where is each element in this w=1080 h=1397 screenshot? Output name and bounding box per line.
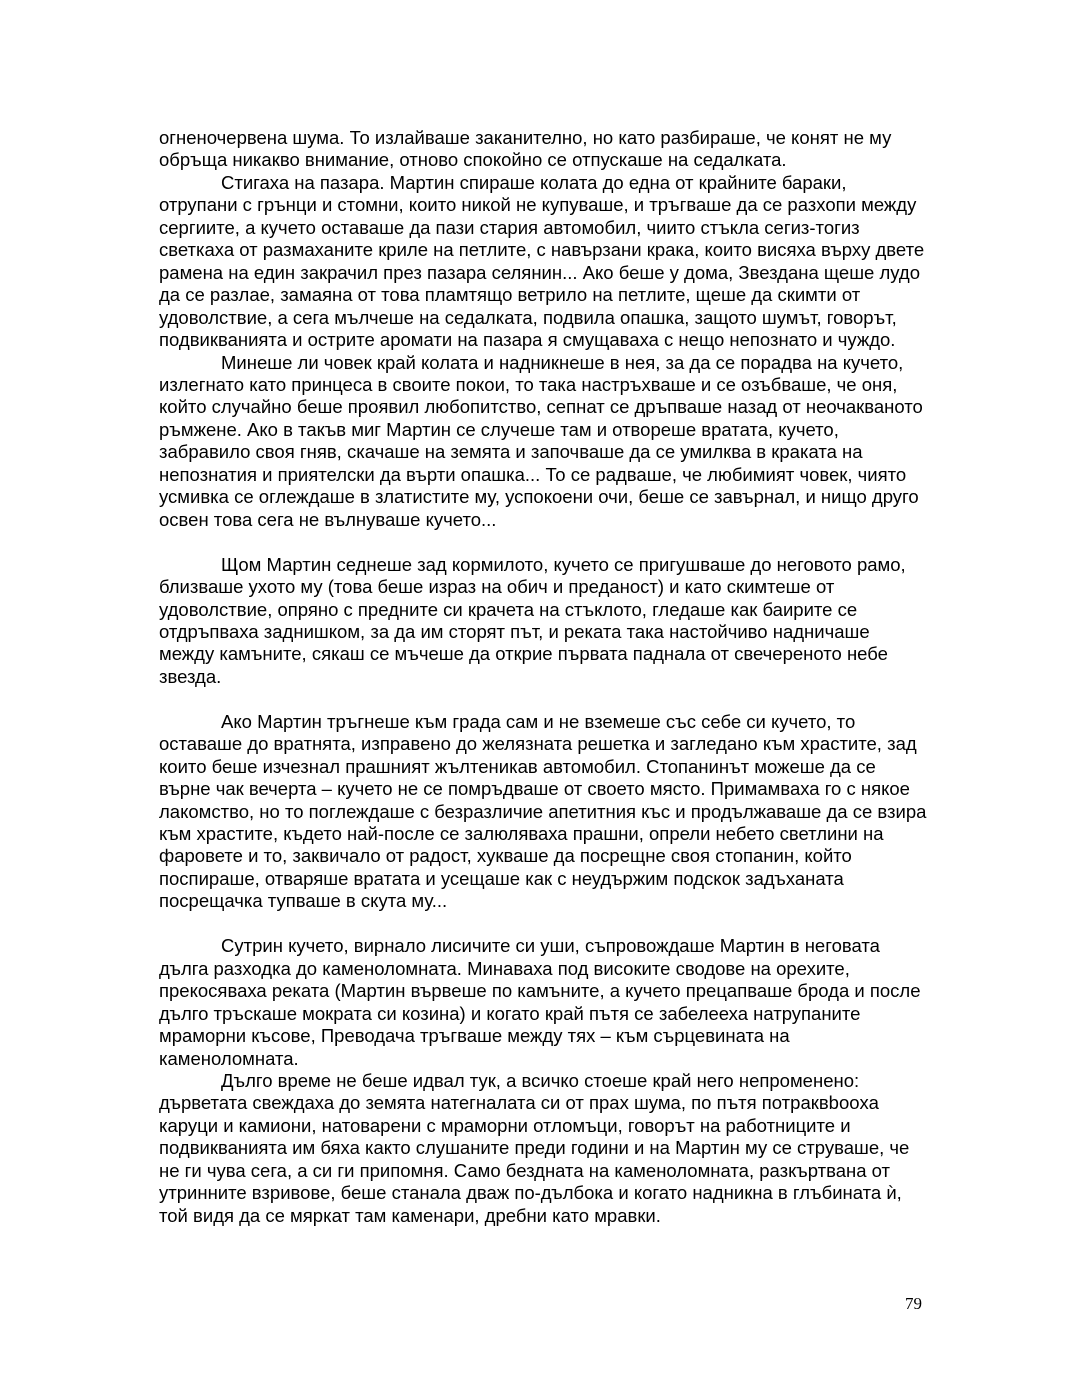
paragraph-spacer: [159, 913, 929, 935]
paragraph-quarry-walk: Сутрин кучето, вирнало лисичите си уши, съпровождаше Мартин в неговата дълга разходка до каменоломната. Минаваха под високите сводове на орехите, прекосяваха реката (Мартин вървеше по камъните, а кучето прецапваше брода и после дълго тръскаше мократа си козина) и когато край пътя се забелееха натрупаните мраморни късове, Преводача тръгваше между тях – към сърцевината на каменоломната.: [159, 935, 921, 1069]
paragraph-passerby: Минеше ли човек край колата и надникнеше в нея, за да се порадва на кучето, излегнато като принцеса в своите покои, то така настръхваше и се озъбваше, че оня, който случайно беше проявил любопитство, сепнат се дръпваше назад от неочакваното ръмжене. Ако в такъв миг Мартин се случеше там и отвореше вратата, кучето, забравило своя гняв, скачаше на земята и започваше да се умилква в краката на непознатия и приятелски да върти опашка... То се радваше, че любимият човек, чиято усмивка се оглеждаше в златистите му, успокоени очи, беше се завърнал, и нищо друго освен това сега не вълнуваше кучето...: [159, 351, 923, 530]
body-text: [159, 127, 929, 1227]
paragraph-spacer: [159, 688, 929, 710]
page-number: 79: [905, 1294, 922, 1313]
paragraph-market: Стигаха на пазара. Мартин спираше колата до една от крайните бараки, отрупани с грънци и стомни, които никой не купуваше, и тръгваше да се разхопи между сергиите, а кучето оставаше да пази стария автомобил, чиито стъкла сегиз-тогиз светкаха от размаханите криле на петлите, с навързани крака, които висяха върху двете рамена на един закрачил през пазара селянин... Ако беше у дома, Звездана щеше лудо да се разлае, замаяна от това пламтящо ветрило на петлите, щеше да скимти от удоволствие, а сега мълчеше на седалката, подвила опашка, защото шумът, говорът, подвикванията и острите аромати на пазара я смущаваха с нещо непознато и чуждо.: [159, 171, 925, 351]
paragraph-waiting: Ако Мартин тръгнеше към града сам и не вземеше със себе си кучето, то оставаше до вратнята, изправено до желязната решетка и загледано към храстите, зад които беше изчезнал прашният жълтеникав автомобил. Стопанинът можеше да се върне чак вечерта – кучето не се помръдваше от своето място. Примамваха го с някое лакомство, но то поглеждаше с безразличие апетитния къс и продължаваше да се взира към храстите, където най-после се залюляваха прашни, опрели небето светлини на фаровете и то, заквичало от радост, хукваше да посрещне своя стопанин, който поспираше, отваряше вратата и усещаше как с неудържим подскок задъханата посрещачка тупваше в скута му...: [159, 710, 927, 912]
paragraph-spacer: [159, 531, 929, 553]
paragraph-quarry-unchanged: Дълго време не беше идвал тук, а всичко стоеше край него непроменено: дърветата свеждаха до земята натегналата си от прах шума, по пътя потраквbooха каруци и камиони, натоварени с мраморни отломъци, говорът на работниците и подвикванията им бяха както слушаните преди години и на Мартин му се струваше, че не ги чува сега, а си ги припомня. Само бездната на каменоломната, разкъртвана от утринните взривове, беше станала дваж по-дълбока и когато надникна в глъбината ѝ, той видя да се мяркат там каменари, дребни като мравки.: [159, 1069, 910, 1226]
paragraph-driving: Щом Мартин седнеше зад кормилото, кучето се пригушваше до неговото рамо, близваше ухото му (това беше израз на обич и преданост) и като скимтеше от удоволствие, опряно с предните си крачета на стъклото, гледаше как баирите се отдръпваха заднишком, за да им сторят път, и реката така настойчиво надничаше между камъните, сякаш се мъчеше да открие първата паднала от свечереното небе звезда.: [159, 553, 906, 687]
paragraph-continued: огненочервена шума. То излайваше заканително, но като разбираше, че конят не му обръща никакво внимание, отново спокойно се отпускаше на седалката.: [159, 127, 892, 171]
